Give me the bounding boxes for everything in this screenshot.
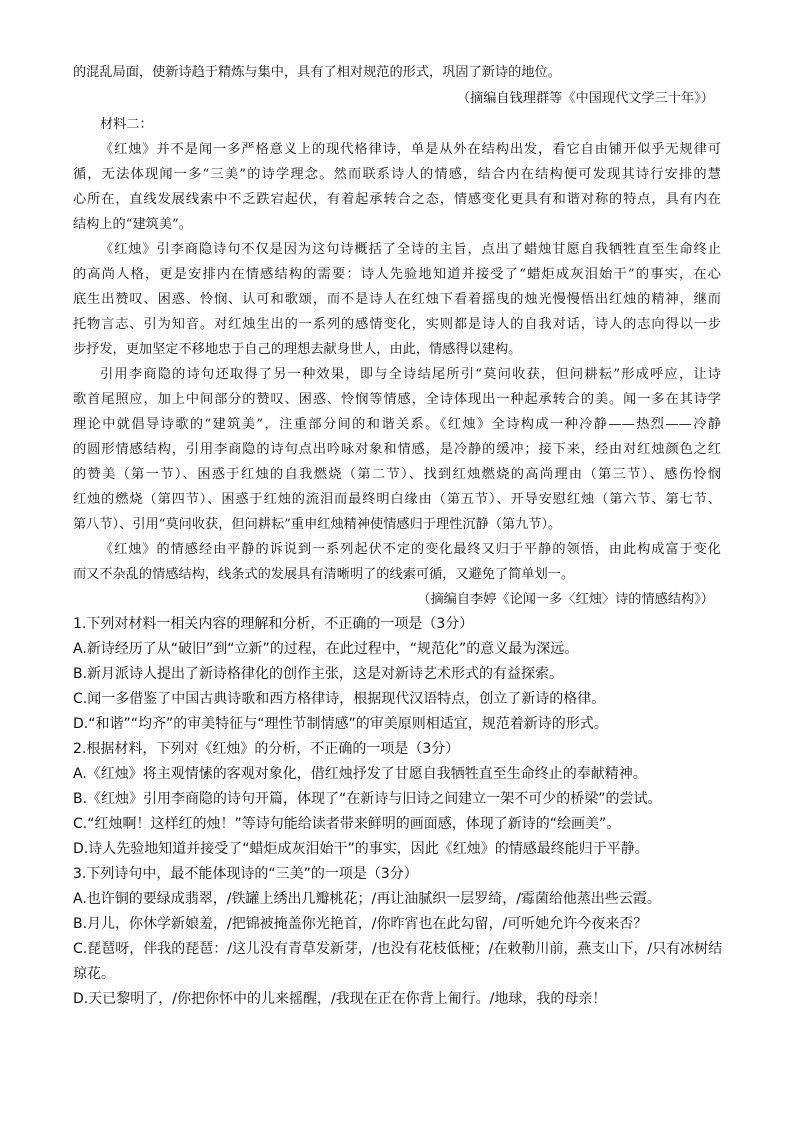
option-b[interactable]: B.新月派诗人提出了新诗格律化的创作主张，这是对新诗艺术形式的有益探索。 xyxy=(73,666,564,682)
option-c[interactable]: C.闻一多借鉴了中国古典诗歌和西方格律诗，根据现代汉语特点，创立了新诗的格律。 xyxy=(73,691,606,707)
paragraph-line: 《红烛》引李商隐诗句不仅是因为这句诗概括了全诗的主旨，点出了蜡烛甘愿自我牺牲直至生命终止 xyxy=(100,242,721,257)
option-c[interactable]: C.“红烛啊！这样红的烛！”等诗句能给读者带来鲜明的画面感，体现了新诗的“绘画美”。 xyxy=(73,816,621,832)
paragraph-line: 心所在，直线发展线索中不乏跌宕起伏，有着起承转合之态，情感变化更具有和谐对称的特点，具有内在 xyxy=(73,192,721,207)
paragraph-line: 步抒发，更加坚定不移地忠于自己的理想去献身世人，由此，情感得以建构。 xyxy=(73,342,522,357)
paragraph-line: 红烛的燃烧（第四节）、困惑于红烛的流泪而最终明白缘由（第五节）、开导安慰红烛（第六节、第七节、 xyxy=(73,492,721,507)
option-c-continued[interactable]: 琼花。 xyxy=(73,966,115,982)
paragraph-line: 理论中就倡导诗歌的“建筑美”，注重部分间的和谐关系。《红烛》全诗构成一种冷静——热烈——冷静 xyxy=(73,417,721,432)
question-stem: 3.下列诗句中，最不能体现诗的“三美”的一项是（3分） xyxy=(73,866,418,882)
option-d[interactable]: D.天已黎明了，/你把你怀中的儿来摇醒，/我现在正在你背上匍行。/地球，我的母亲！ xyxy=(73,991,607,1007)
paragraph-line: 第八节）、引用“莫问收获，但问耕耘”重申红烛精神使情感归于理性沉静（第九节）。 xyxy=(73,517,562,532)
option-b[interactable]: B.月儿，你休学新娘羞，/把锦被掩盖你光艳首，/你昨宵也在此勾留，/可听她允许今夜来否？ xyxy=(73,916,648,932)
question-stem: 2.根据材料，下列对《红烛》的分析，不正确的一项是（3分） xyxy=(73,741,460,757)
option-d[interactable]: D.诗人先验地知道并接受了“蜡炬成灰泪始干”的事实，因此《红烛》的情感最终能归于平静。 xyxy=(73,841,649,857)
intro-line: 的混乱局面，使新诗趋于精炼与集中，具有了相对规范的形式，巩固了新诗的地位。 xyxy=(73,65,561,80)
option-a[interactable]: A.也许铜的要绿成翡翠，/铁罐上绣出几瓣桃花；/再让油腻织一层罗绮，/霉菌给他蒸出些云霞。 xyxy=(73,891,661,907)
paragraph-line: 的赞美（第一节）、困惑于红烛的自我燃烧（第二节）、找到红烛燃烧的高尚理由（第三节）、感伤怜悯 xyxy=(73,467,721,482)
option-a[interactable]: A.《红烛》将主观情愫的客观对象化，借红烛抒发了甘愿自我牺牲直至生命终止的奉献精神。 xyxy=(73,766,647,782)
material2-source: （摘编自李婷《论闻一多〈红烛〉诗的情感结构》） xyxy=(417,592,714,607)
paragraph-line: 循，无法体现闻一多“三美”的诗学理念。然而联系诗人的情感，结合内在结构便可发现其诗行安排的慧 xyxy=(73,167,721,182)
paragraph-line: 的圆形情感结构，引用李商隐的诗句点出吟咏对象和情感，是冷静的缓冲；接下来，经由对红烛颜色之红 xyxy=(73,442,721,457)
paragraph-line: 的高尚人格，更是安排内在情感结构的需要：诗人先验地知道并接受了“蜡炬成灰泪始干”的事实，在心 xyxy=(73,267,721,282)
question-stem: 1.下列对材料一相关内容的理解和分析，不正确的一项是（3分） xyxy=(73,616,474,632)
paragraph-line: 歌首尾照应，加上中间部分的赞叹、困惑、怜悯等情感，全诗体现出一种起承转合的美。闻一多在其诗学 xyxy=(73,392,721,407)
intro-source: （摘编自钱理群等《中国现代文学三十年》） xyxy=(456,91,714,106)
paragraph-line: 引用李商隐的诗句还取得了另一种效果，即与全诗结尾所引“莫问收获，但问耕耘”形成呼应，让诗 xyxy=(100,367,721,382)
paragraph-line: 而又不杂乱的情感结构，线条式的发展具有清晰明了的线索可循，又避免了简单划一。 xyxy=(73,567,575,582)
option-a[interactable]: A.新诗经历了从“破旧”到“立新”的过程，在此过程中，“规范化”的意义最为深远。 xyxy=(73,641,579,657)
paragraph-line: 《红烛》并不是闻一多严格意义上的现代格律诗，单是从外在结构出发，看它自由铺开似乎无规律可 xyxy=(100,142,721,157)
option-d[interactable]: D.“和谐”“均齐”的审美特征与“理性节制情感”的审美原则相适宜，规范着新诗的形式。 xyxy=(73,716,608,732)
material2-heading: 材料二： xyxy=(100,117,153,132)
paragraph-line: 底生出赞叹、困惑、怜悯、认可和歌颂，而不是诗人在红烛下看着摇曳的烛光慢慢悟出红烛的精神，继而 xyxy=(73,292,721,307)
option-c[interactable]: C.琵琶呀，伴我的琵琶：/这儿没有青草发新芽，/也没有花枝低桠；/在敕勒川前，燕支山下，/只有冰树结 xyxy=(73,941,723,957)
paragraph-line: 结构上的“建筑美”。 xyxy=(73,217,192,232)
option-b[interactable]: B.《红烛》引用李商隐的诗句开篇，体现了“在新诗与旧诗之间建立一架不可少的桥梁”的尝试。 xyxy=(73,791,662,807)
paragraph-line: 《红烛》的情感经由平静的诉说到一系列起伏不定的变化最终又归于平静的领悟，由此构成富于变化 xyxy=(100,542,721,557)
paragraph-line: 托物言志、引为知音。对红烛生出的一系列的感情变化，实则都是诗人的自我对话，诗人的志向得以一步 xyxy=(73,317,721,332)
